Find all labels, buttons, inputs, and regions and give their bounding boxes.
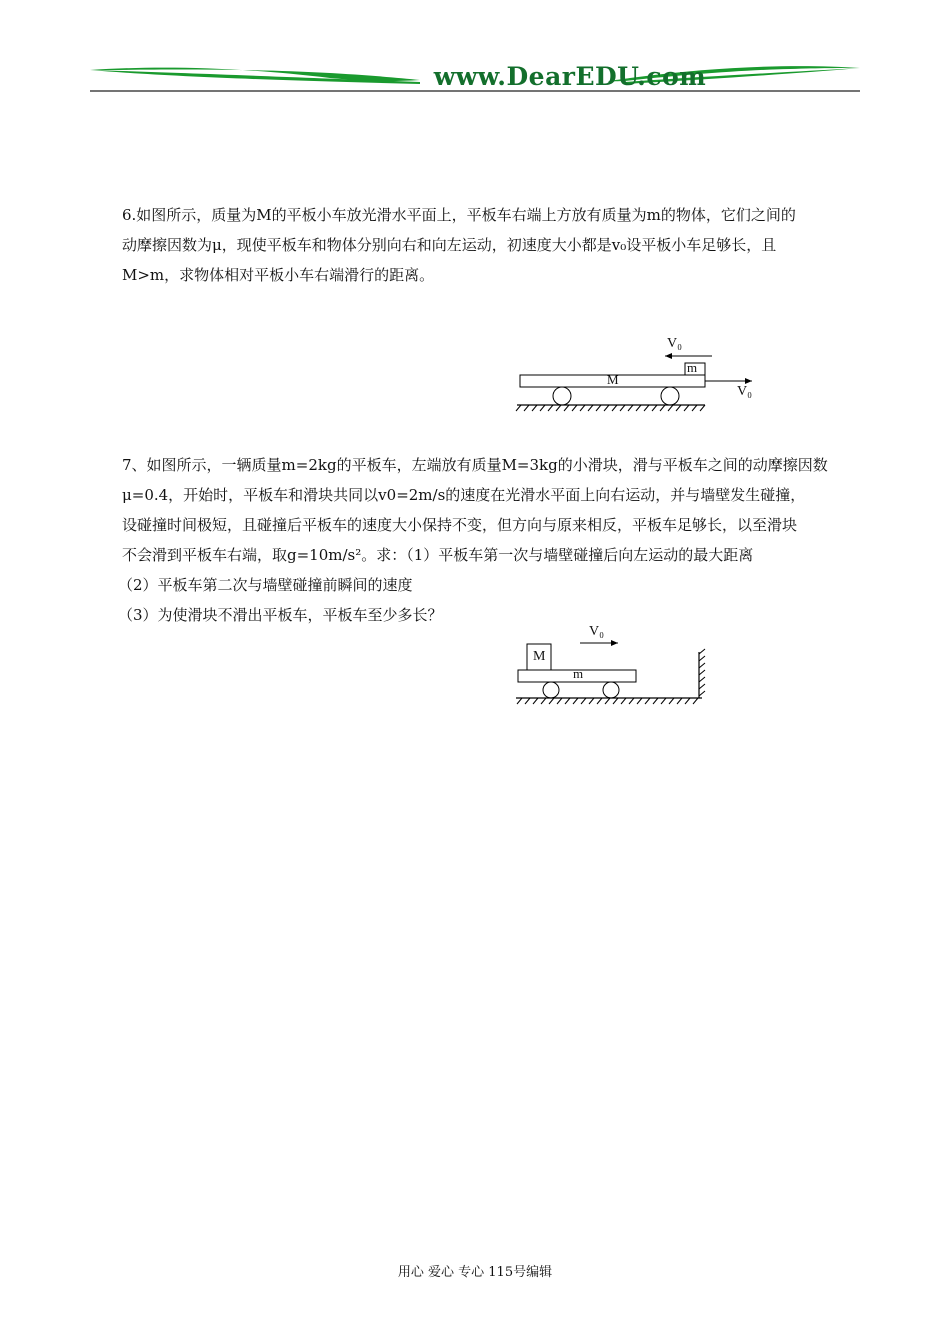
question-7-line-3: 设碰撞时间极短，且碰撞后平板车的速度大小保持不变，但方向与原来相反，平板车足够长，以至滑块 <box>122 516 798 534</box>
q6-wheel-left <box>553 387 571 405</box>
question-7 <box>118 450 828 630</box>
question-6-line-2: 动摩擦因数为μ，现使平板车和物体分别向右和向左运动，初速度大小都是v₀设平板小车足够长，且 <box>122 236 777 254</box>
question-7-figure <box>512 622 717 710</box>
q6-wheel-right <box>661 387 679 405</box>
q6-cart-label: M <box>607 372 619 387</box>
question-7-sub-2: （2）平板车第二次与墙壁碰撞前瞬间的速度 <box>118 576 413 594</box>
header-banner <box>90 58 860 98</box>
question-6-line-1: 6.如图所示，质量为M的平板小车放光滑水平面上，平板车右端上方放有质量为m的物体，它们之间的 <box>122 206 796 224</box>
q7-wheel-left <box>543 682 559 698</box>
question-7-line-4: 不会滑到平板车右端，取g=10m/s²。求：（1）平板车第一次与墙壁碰撞后向左运动的最大距离 <box>122 546 754 564</box>
page-footer: 用心 爱心 专心 115号编辑 <box>397 1265 553 1280</box>
question-6-line-3: M>m，求物体相对平板小车右端滑行的距离。 <box>122 266 435 284</box>
question-7-line-1: 7、如图所示，一辆质量m=2kg的平板车，左端放有质量M=3kg的小滑块，滑与平板车之间的动摩擦因数 <box>122 456 828 474</box>
q6-block-label: m <box>687 360 698 375</box>
question-7-line-2: μ=0.4，开始时，平板车和滑块共同以v0=2m/s的速度在光滑水平面上向右运动，并与墙壁发生碰撞， <box>122 486 806 504</box>
question-7-sub-3: （3）为使滑块不滑出平板车，平板车至少多长？ <box>118 606 443 624</box>
site-logo-text: www.DearEDU.com <box>433 62 707 91</box>
q7-cart-label: m <box>573 666 584 681</box>
q7-diagram <box>512 622 717 710</box>
q7-block-label: M <box>533 649 546 664</box>
question-6-figure <box>515 334 765 414</box>
q7-wheel-right <box>603 682 619 698</box>
q7-velocity-label: V₀ <box>589 624 604 639</box>
q6-cart-velocity-label: V₀ <box>737 384 752 399</box>
question-6 <box>122 200 796 290</box>
q6-diagram <box>515 334 765 414</box>
q6-block-velocity-label: V₀ <box>667 336 682 351</box>
